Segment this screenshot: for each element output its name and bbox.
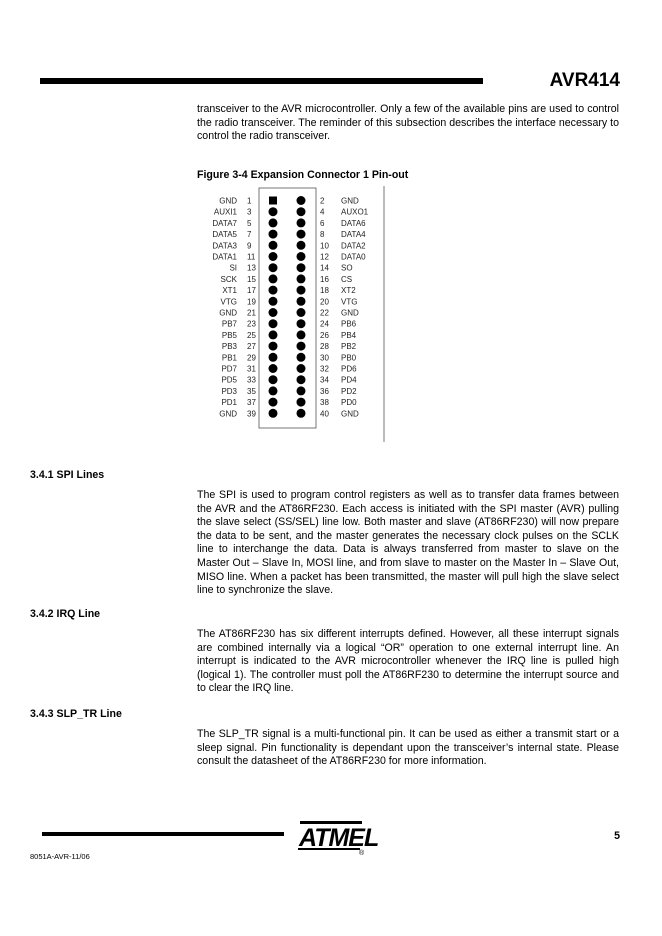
pin-number-left: 5 (247, 218, 252, 228)
pin-number-left: 7 (247, 230, 252, 240)
pin-label-right: PD4 (341, 375, 357, 385)
pin-number-left: 13 (247, 263, 256, 273)
pin-label-left: DATA1 (212, 252, 237, 262)
pin-pad-left (269, 308, 278, 317)
pin-label-right: PB0 (341, 353, 357, 363)
pin-number-left: 15 (247, 274, 256, 284)
pin-label-left: PB7 (221, 319, 237, 329)
pin-pad-left (269, 330, 278, 339)
pin-pad-left (269, 353, 278, 362)
pin-label-left: PB1 (221, 353, 237, 363)
pin-number-left: 3 (247, 207, 252, 217)
pin-number-left: 29 (247, 353, 256, 363)
section-heading-spi: 3.4.1 SPI Lines (30, 469, 105, 481)
document-number: 8051A-AVR-11/06 (30, 852, 90, 861)
registered-mark: ® (359, 850, 365, 857)
pin-number-right: 8 (320, 230, 325, 240)
pin-label-right: PB2 (341, 342, 357, 352)
atmel-logo (296, 819, 379, 857)
pin-pad-right (297, 241, 306, 250)
pin-number-right: 20 (320, 297, 329, 307)
pin-number-right: 24 (320, 319, 329, 329)
pin-label-left: SCK (220, 274, 237, 284)
pin-pad-left (269, 230, 278, 239)
pin-number-right: 34 (320, 375, 329, 385)
pin-pad-right (297, 252, 306, 261)
pin-number-left: 23 (247, 319, 256, 329)
pin-pad-left (269, 364, 278, 373)
pin-label-left: PD3 (221, 386, 237, 396)
pin-pad-left (269, 252, 278, 261)
pin-number-right: 38 (320, 398, 329, 408)
document-title: AVR414 (549, 70, 620, 91)
pin-label-left: PB3 (221, 342, 237, 352)
connector-outline (259, 188, 316, 428)
pin-pad-right (297, 409, 306, 418)
figure-caption: Figure 3-4 Expansion Connector 1 Pin-out (197, 169, 409, 181)
pin-label-right: GND (341, 308, 359, 318)
connector-pinout-figure (200, 186, 390, 442)
logo-text: ATMEL (299, 824, 379, 852)
pin-label-right: DATA0 (341, 252, 366, 262)
header-rule (40, 78, 483, 84)
pin-label-right: SO (341, 263, 353, 273)
pin-number-left: 17 (247, 286, 256, 296)
pin-number-right: 14 (320, 263, 329, 273)
pin-label-left: DATA3 (212, 241, 237, 251)
pin-number-right: 26 (320, 330, 329, 340)
pin-pad-right (297, 319, 306, 328)
pin-pad-right (297, 196, 306, 205)
pin-label-right: XT2 (341, 286, 356, 296)
pin-number-right: 4 (320, 207, 325, 217)
pin-number-right: 10 (320, 241, 329, 251)
pin-label-right: GND (341, 409, 359, 419)
pin-pad-right (297, 274, 306, 283)
pin-pad-left (269, 286, 278, 295)
pin-pad-left (269, 342, 278, 351)
pin-pad-right (297, 286, 306, 295)
pin-label-right: PD2 (341, 386, 357, 396)
pin-pad-right (297, 297, 306, 306)
pin-pad-right (297, 353, 306, 362)
pin-number-left: 9 (247, 241, 252, 251)
pin-pad-left (269, 241, 278, 250)
section-heading-slptr: 3.4.3 SLP_TR Line (30, 708, 122, 720)
pin-label-right: DATA2 (341, 241, 366, 251)
pin-label-left: PD1 (221, 398, 237, 408)
intro-paragraph: transceiver to the AVR microcontroller. Only a few of the available pins are used to control the radio transceiver. The reminder of this subsection describes the interface necessary to control the radio transceiver. (197, 103, 619, 143)
pin-number-right: 18 (320, 286, 329, 296)
pin-label-right: PD0 (341, 398, 357, 408)
pin-label-right: DATA6 (341, 218, 366, 228)
pin-number-right: 2 (320, 196, 325, 206)
pin-label-right: CS (341, 274, 353, 284)
pin-pad-right (297, 207, 306, 216)
pin-number-right: 36 (320, 386, 329, 396)
pin-number-right: 28 (320, 342, 329, 352)
pin-label-right: PB6 (341, 319, 357, 329)
pin-label-right: PD6 (341, 364, 357, 374)
pin-label-left: DATA7 (212, 218, 237, 228)
pin-pad-left (269, 207, 278, 216)
pin-pad-left (269, 263, 278, 272)
pin-pad-left (269, 297, 278, 306)
section-heading-irq: 3.4.2 IRQ Line (30, 608, 101, 620)
pin-label-left: AUXI1 (213, 207, 237, 217)
pin-number-left: 31 (247, 364, 256, 374)
pin-number-right: 40 (320, 409, 329, 419)
pin-pad-right (297, 218, 306, 227)
pin-number-left: 39 (247, 409, 256, 419)
pin-pad-right (297, 230, 306, 239)
pin-label-left: XT1 (222, 286, 237, 296)
pin-number-right: 16 (320, 274, 329, 284)
pin-label-left: DATA5 (212, 230, 237, 240)
pin-pad-left (269, 218, 278, 227)
pin-number-left: 25 (247, 330, 256, 340)
pin-label-left: GND (219, 308, 237, 318)
pin-label-left: PD7 (221, 364, 237, 374)
pin-label-left: SI (229, 263, 237, 273)
pin-pad-right (297, 398, 306, 407)
pin-pad-right (297, 330, 306, 339)
pin-pad-right (297, 364, 306, 373)
pin-pad-right (297, 386, 306, 395)
pin-pad-left (269, 398, 278, 407)
pin-pad-left (269, 375, 278, 384)
page-number: 5 (614, 830, 620, 842)
section-body-spi: The SPI is used to program control registers as well as to transfer data frames between the AVR and the AT86RF230. Each access is initiated with the SPI master (AVR) pulling the slave select (SS/SEL) line low. Both master and slave (AT86RF230) will now prepare the data to be sent, and the master generates the necessary clock pulses on the SCLK line to interchange the data. Data is always transferred from master to slave on the Master Out – Slave In, MOSI line, and from slave to master on the Master In – Slave Out, MISO line. When a packet has been transmitted, the master will pull high the slave select line to synchronize the slave. (197, 489, 619, 597)
pin-label-left: GND (219, 196, 237, 206)
pin-pad-left (269, 386, 278, 395)
pin-label-right: GND (341, 196, 359, 206)
pin-pad-left (269, 319, 278, 328)
pin-number-left: 11 (247, 252, 256, 262)
pinout-svg (200, 186, 390, 442)
footer-rule (42, 832, 284, 836)
pin-number-right: 22 (320, 308, 329, 318)
pin-pad-left (269, 274, 278, 283)
pin-label-right: DATA4 (341, 230, 366, 240)
pin-number-left: 35 (247, 386, 256, 396)
pin-label-right: PB4 (341, 330, 357, 340)
pin-1-square-pad (269, 197, 277, 205)
pin-label-left: PD5 (221, 375, 237, 385)
pin-pad-right (297, 263, 306, 272)
pin-number-left: 33 (247, 375, 256, 385)
pin-pad-right (297, 342, 306, 351)
pin-pad-right (297, 375, 306, 384)
pin-number-right: 12 (320, 252, 329, 262)
pin-pad-left (269, 409, 278, 418)
pin-number-left: 27 (247, 342, 256, 352)
pin-number-left: 19 (247, 297, 256, 307)
pin-label-left: VTG (220, 297, 237, 307)
section-body-irq: The AT86RF230 has six different interrupts defined. However, all these interrupt signals are combined internally via a logical “OR” operation to one external interrupt line. An interrupt is indicated to the AVR microcontroller whenever the IRQ line is pulled high (logical 1). The controller must poll the AT86RF230 to determine the interrupt source and to clear the IRQ line. (197, 628, 619, 695)
section-body-slptr: The SLP_TR signal is a multi-functional pin. It can be used as either a transmit start or a sleep signal. Pin functionality is dependant upon the transceiver’s internal state. Please consult the datasheet of the AT86RF230 for more information. (197, 728, 619, 768)
pin-label-right: AUXO1 (341, 207, 369, 217)
pin-label-left: PB5 (221, 330, 237, 340)
pin-number-right: 6 (320, 218, 325, 228)
pin-number-left: 1 (247, 196, 252, 206)
pin-number-left: 37 (247, 398, 256, 408)
pin-pad-right (297, 308, 306, 317)
pin-number-right: 32 (320, 364, 329, 374)
pin-label-left: GND (219, 409, 237, 419)
pin-label-right: VTG (341, 297, 358, 307)
pin-number-right: 30 (320, 353, 329, 363)
pin-number-left: 21 (247, 308, 256, 318)
